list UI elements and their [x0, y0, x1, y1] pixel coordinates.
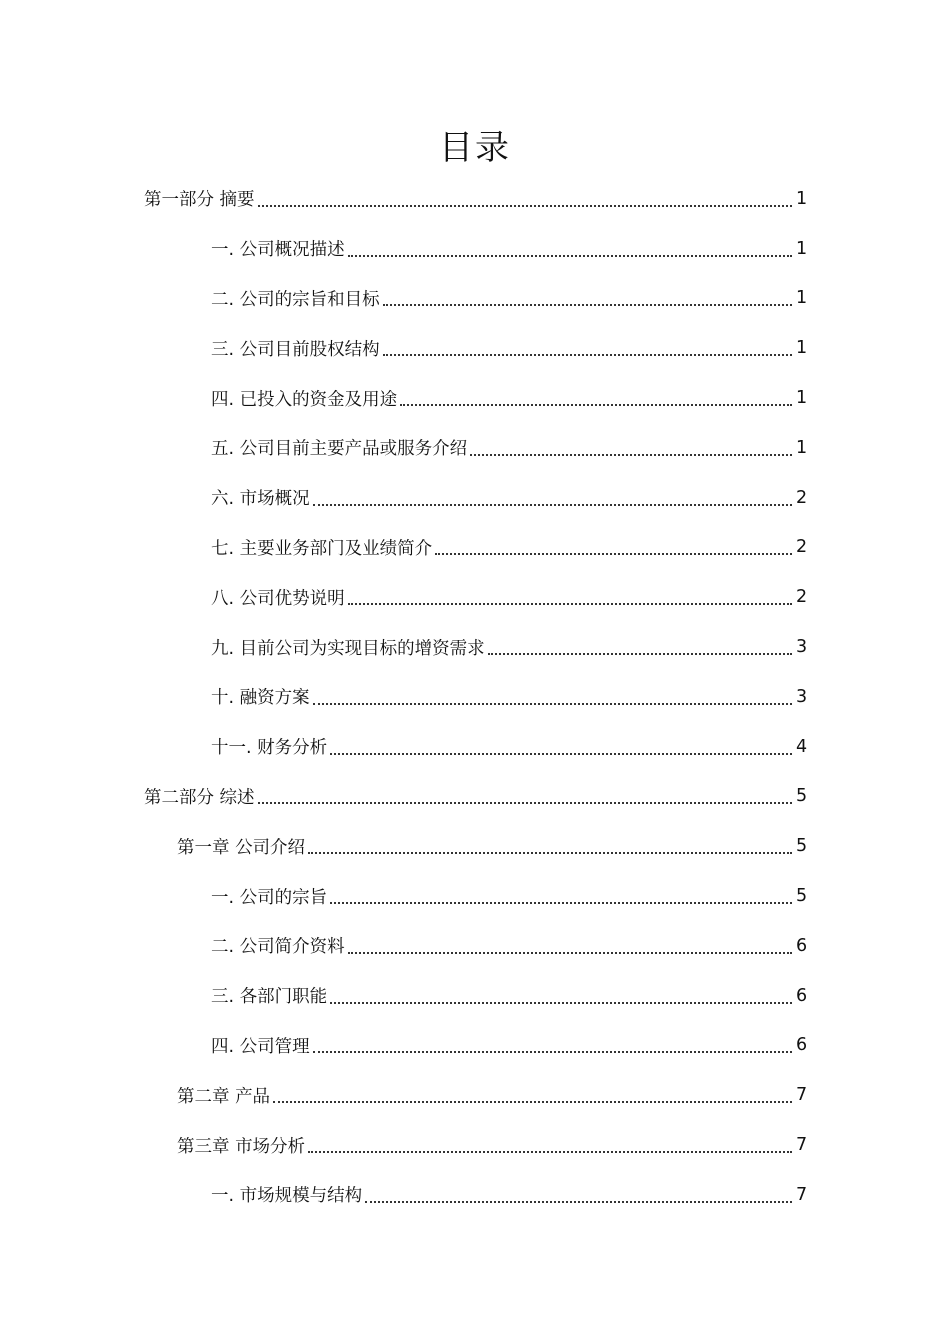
- dot-leader: [330, 1002, 792, 1004]
- toc-entry-label: 十一. 财务分析: [211, 738, 328, 759]
- toc-entry-page-number: 1: [796, 338, 808, 359]
- toc-entry-label: 二. 公司的宗旨和目标: [211, 289, 380, 310]
- toc-entry[interactable]: [0, 1070, 950, 1120]
- dot-leader: [470, 454, 792, 456]
- toc-entry-label: 一. 公司概况描述: [211, 240, 345, 261]
- toc-entry-page-number: 1: [796, 288, 808, 309]
- toc-entry[interactable]: [0, 1170, 950, 1220]
- toc-entry[interactable]: [0, 373, 950, 423]
- toc-entry[interactable]: [0, 523, 950, 573]
- dot-leader: [258, 205, 792, 207]
- toc-entry-page-number: 7: [796, 1135, 808, 1156]
- toc-entry-page-number: 5: [796, 836, 808, 857]
- toc-entry-page-number: 6: [796, 935, 808, 956]
- dot-leader: [258, 802, 792, 804]
- table-of-contents: [0, 174, 950, 1220]
- toc-entry[interactable]: [0, 323, 950, 373]
- toc-entry[interactable]: [0, 821, 950, 871]
- dot-leader: [313, 703, 792, 705]
- dot-leader: [313, 1051, 792, 1053]
- toc-entry[interactable]: [0, 871, 950, 921]
- toc-entry[interactable]: [0, 971, 950, 1021]
- toc-entry-page-number: 1: [796, 388, 808, 409]
- toc-entry-label: 二. 公司简介资料: [211, 937, 345, 958]
- dot-leader: [383, 354, 792, 356]
- dot-leader: [273, 1101, 792, 1103]
- toc-entry[interactable]: [0, 274, 950, 324]
- dot-leader: [348, 603, 792, 605]
- toc-entry-page-number: 2: [796, 587, 808, 608]
- toc-entry-page-number: 7: [796, 1085, 808, 1106]
- toc-entry[interactable]: [0, 572, 950, 622]
- toc-entry[interactable]: [0, 1021, 950, 1071]
- dot-leader: [308, 852, 792, 854]
- toc-entry-label: 第三章 市场分析: [177, 1136, 306, 1157]
- dot-leader: [348, 255, 792, 257]
- dot-leader: [330, 902, 792, 904]
- toc-entry-label: 七. 主要业务部门及业绩简介: [211, 538, 433, 559]
- toc-entry[interactable]: [0, 1120, 950, 1170]
- toc-entry-label: 第二章 产品: [177, 1086, 271, 1107]
- toc-entry[interactable]: [0, 622, 950, 672]
- toc-entry-page-number: 1: [796, 238, 808, 259]
- toc-entry-label: 四. 公司管理: [211, 1036, 310, 1057]
- toc-entry-label: 五. 公司目前主要产品或服务介绍: [211, 439, 468, 460]
- toc-entry-page-number: 3: [796, 637, 808, 658]
- dot-leader: [365, 1201, 792, 1203]
- toc-entry-label: 一. 公司的宗旨: [211, 887, 328, 908]
- dot-leader: [383, 304, 792, 306]
- dot-leader: [313, 504, 792, 506]
- toc-entry-page-number: 6: [796, 985, 808, 1006]
- page-title: 目录: [439, 128, 511, 168]
- toc-entry-label: 第一部分 摘要: [144, 190, 255, 211]
- toc-entry-label: 四. 已投入的资金及用途: [211, 389, 398, 410]
- toc-entry-page-number: 2: [796, 537, 808, 558]
- toc-entry-label: 一. 市场规模与结构: [211, 1186, 363, 1207]
- toc-entry-page-number: 7: [796, 1184, 808, 1205]
- toc-entry[interactable]: [0, 722, 950, 772]
- toc-entry[interactable]: [0, 772, 950, 822]
- toc-entry-label: 八. 公司优势说明: [211, 588, 345, 609]
- toc-entry-page-number: 4: [796, 736, 808, 757]
- toc-entry-label: 三. 公司目前股权结构: [211, 339, 380, 360]
- toc-entry-page-number: 5: [796, 786, 808, 807]
- dot-leader: [400, 404, 792, 406]
- toc-entry-page-number: 1: [796, 188, 808, 209]
- dot-leader: [348, 952, 792, 954]
- toc-entry-page-number: 5: [796, 886, 808, 907]
- dot-leader: [435, 553, 792, 555]
- toc-entry-label: 第二部分 综述: [144, 787, 255, 808]
- toc-entry[interactable]: [0, 224, 950, 274]
- toc-entry-label: 十. 融资方案: [211, 688, 310, 709]
- toc-entry-label: 六. 市场概况: [211, 489, 310, 510]
- toc-entry[interactable]: [0, 174, 950, 224]
- dot-leader: [330, 753, 792, 755]
- toc-entry-page-number: 3: [796, 686, 808, 707]
- toc-entry-page-number: 1: [796, 437, 808, 458]
- toc-entry-page-number: 2: [796, 487, 808, 508]
- dot-leader: [308, 1151, 792, 1153]
- toc-entry[interactable]: [0, 423, 950, 473]
- toc-entry-page-number: 6: [796, 1035, 808, 1056]
- toc-entry-label: 九. 目前公司为实现目标的增资需求: [211, 638, 485, 659]
- toc-entry[interactable]: [0, 672, 950, 722]
- toc-entry[interactable]: [0, 473, 950, 523]
- dot-leader: [488, 653, 792, 655]
- toc-entry[interactable]: [0, 921, 950, 971]
- toc-entry-label: 第一章 公司介绍: [177, 837, 306, 858]
- toc-entry-label: 三. 各部门职能: [211, 987, 328, 1008]
